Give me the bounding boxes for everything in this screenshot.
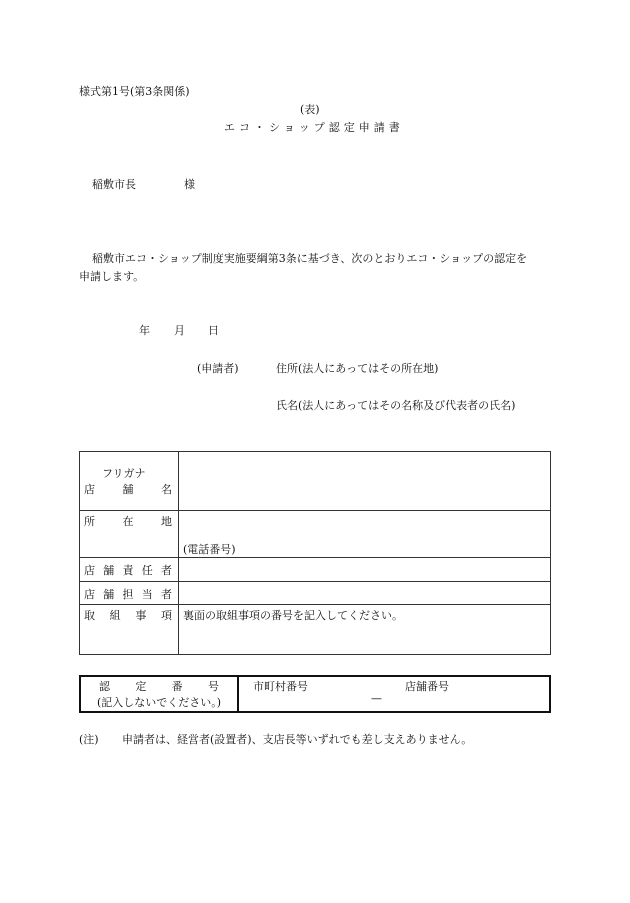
addressee-honorific: 様 [184,178,195,191]
certification-note: (記入しないでください。) [96,696,222,709]
table-row-location [80,511,551,558]
applicant-name-label: 氏名(法人にあってはその名称及び代表者の氏名) [276,399,516,412]
initiatives-note: 裏面の取組事項の番号を記入してください。 [183,609,403,622]
date-day: 日 [208,324,219,337]
location-label: 所 在 地 [80,511,179,558]
certification-label: 認 定 番 号 (記入しないでください。) [80,676,238,712]
certification-box [79,675,551,713]
store-name-field[interactable] [179,452,551,511]
initiatives-label: 取 組 事 項 [80,605,179,655]
table-row-initiatives [80,605,551,655]
store-number-label: 店舗番号 [405,680,449,693]
application-table [79,451,551,655]
form-side: (表) [300,103,320,116]
furigana-label: フリガナ [102,467,146,480]
location-field[interactable] [179,511,551,558]
initiatives-field[interactable] [179,605,551,655]
store-name-label [80,452,179,511]
page-title: エコ・ショップ認定申請書 [224,121,404,134]
body-text-line2: 申請します。 [79,270,145,283]
footnote-mark: (注) [79,733,99,746]
phone-label: (電話番号) [183,543,236,556]
applicant-label: (申請者) [197,362,239,375]
staff-label: 店 舗 担 当 者 [80,582,179,605]
body-text-line1: 稲敷市エコ・ショップ制度実施要綱第3条に基づき、次のとおりエコ・ショップの認定を [92,252,528,265]
footnote-text: 申請者は、経営者(設置者)、支店長等いずれでも差し支えありません。 [122,733,473,746]
date-year: 年 [139,324,150,337]
table-row-store-name [80,452,551,511]
manager-field[interactable] [179,558,551,582]
store-name-text: 店 舗 名 [84,483,172,496]
number-separator: — [371,692,382,705]
certification-number-field [238,676,550,712]
municipal-number-label: 市町村番号 [253,680,308,693]
date-month: 月 [174,324,185,337]
table-row-manager [80,558,551,582]
applicant-address-label: 住所(法人にあってはその所在地) [276,362,439,375]
manager-label: 店 舗 責 任 者 [80,558,179,582]
addressee-city: 稲敷市長 [92,178,136,191]
staff-field[interactable] [179,582,551,605]
table-row-staff [80,582,551,605]
form-number: 様式第1号(第3条関係) [79,85,190,98]
